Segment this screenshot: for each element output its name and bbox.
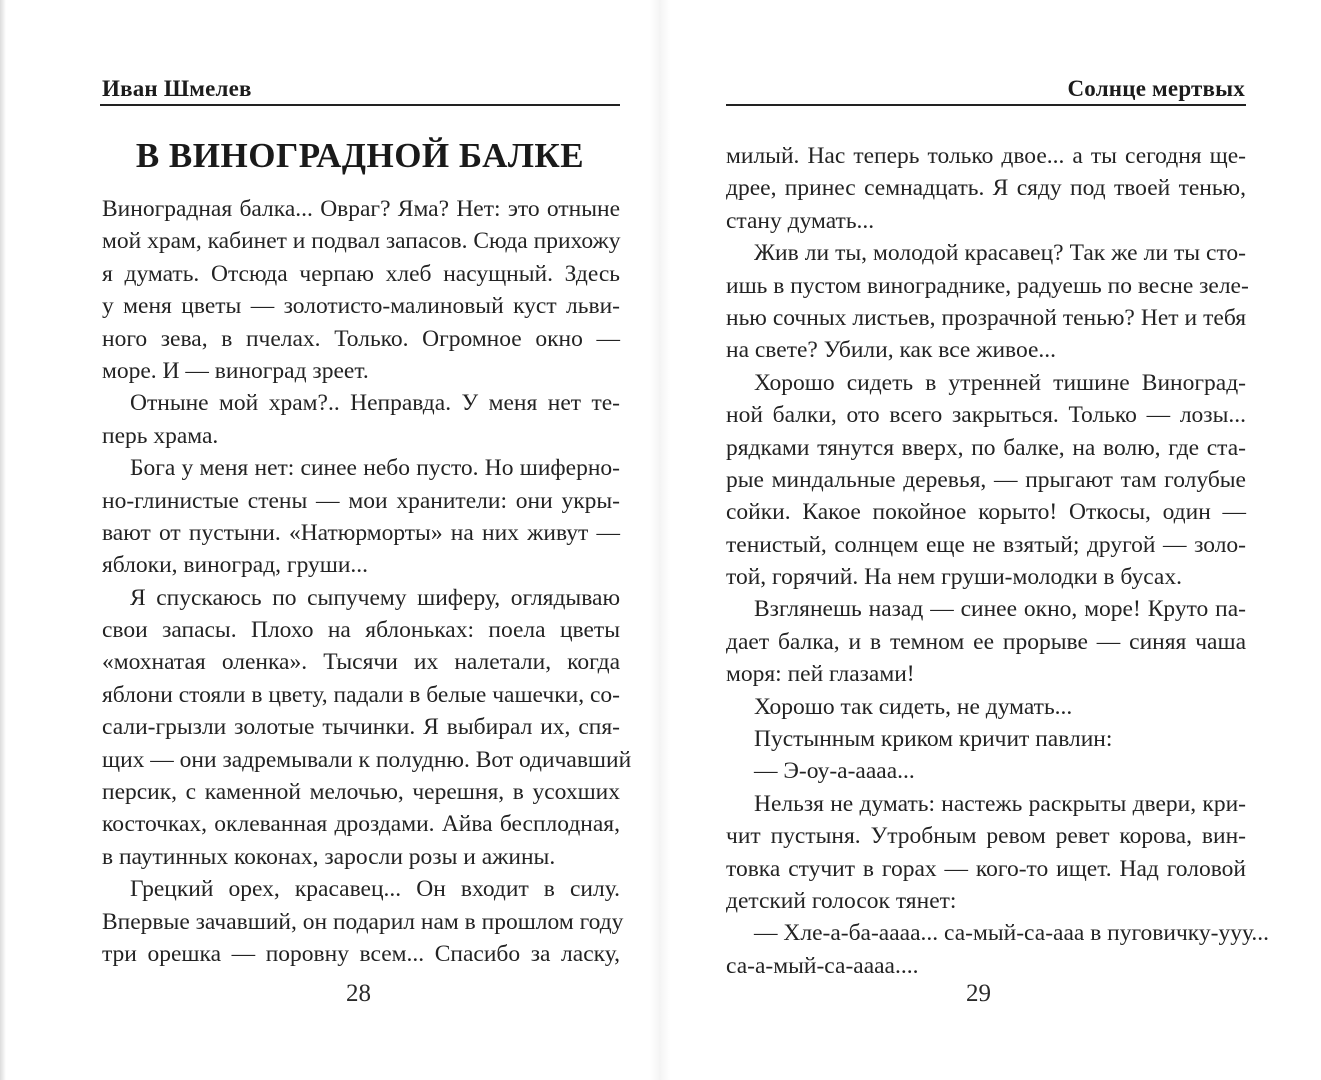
left-page [0,0,660,1080]
header-rule [100,104,620,106]
text-line: яблони стояли в цвету, падали в белые чашечки, со- [102,681,620,708]
text-line: на свете? Убили, как все живое... [726,337,1057,364]
text-line: перь храма. [102,422,219,449]
text-line: косточках, оклеванная дроздами. Айва бесплодная, [102,811,620,838]
text-line: у меня цветы — золотисто-малиновый куст льви- [102,293,620,320]
text-line: рядками тянутся вверх, по балке, на волю, где ста- [726,434,1246,461]
text-line: но-глинистые стены — мои хранители: они укры- [102,487,620,514]
text-line: я думать. Отсюда черпаю хлеб насущный. Здесь [102,260,620,287]
text-line: ишь в пустом винограднике, радуешь по весне зеле- [726,272,1249,299]
right-text-block [726,140,1269,982]
text-line: Виноградная балка... Овраг? Яма? Нет: это отныне [102,196,620,222]
text-line: товка стучит в горах — кого-то ищет. Над головой [726,855,1246,882]
text-line: тенистый, солнцем еще не взятый; другой — золо- [726,531,1246,558]
text-line: три орешка — поровну всем... Спасибо за ласку, [102,940,620,967]
text-line: в паутинных коконах, заросли розы и ажины. [102,843,556,870]
text-line: Впервые зачавший, он подарил нам в прошлом году [102,908,624,935]
text-line: милый. Нас теперь только двое... а ты сегодня ще- [726,143,1246,169]
text-line: Я спускаюсь по сыпучему шиферу, оглядываю [130,584,620,611]
text-line: — Э-оу-а-аааа... [754,758,915,785]
text-line: дает балка, и в темном ее прорыве — синяя чаша [726,628,1246,655]
text-line: сойки. Какое покойное корыто! Откосы, один — [726,499,1246,526]
page-number-left: 28 [346,980,371,1007]
chapter-title: В ВИНОГРАДНОЙ БАЛКЕ [135,136,585,175]
header-rule [726,104,1246,106]
text-line: моря: пей глазами! [726,661,915,688]
text-line: Пустынным криком кричит павлин: [754,726,1113,753]
text-line: той, горячий. На нем груши-молодки в бусах. [726,564,1182,591]
page-number-right: 29 [966,980,991,1007]
text-line: «мохнатая оленка». Тысячи их налетали, когда [102,649,620,676]
text-line: дрее, принес семнадцать. Я сяду под твоей тенью, [726,175,1246,202]
text-line: щих — они задремывали к полудню. Вот одичавший [102,746,632,773]
text-line: ного зева, в пчелах. Только. Огромное окно — [102,325,620,352]
text-line: Бога у меня нет: синее небо пусто. Но шиферно- [130,455,620,482]
text-line: Грецкий орех, красавец... Он входит в силу. [130,876,620,903]
text-line: са-а-мый-са-аааа.... [726,952,919,979]
text-line: рые миндальные деревья, — прыгают там голубые [726,466,1246,493]
text-line: — Хле-а-ба-аааа... са-мый-са-ааа в пуговичку-ууу... [754,920,1269,947]
text-line: свои запасы. Плохо на яблоньках: поела цветы [102,617,620,644]
text-line: яблоки, виноград, груши... [102,552,369,579]
text-line: мой храм, кабинет и подвал запасов. Сюда прихожу [102,228,621,255]
text-line: Хорошо сидеть в утренней тишине Виноград- [754,369,1246,396]
left-text-block [102,193,632,970]
text-line: стану думать... [726,207,875,234]
text-line: море. И — виноград зреет. [102,357,369,384]
right-page [660,0,1321,1080]
text-line: чит пустыня. Утробным ревом ревет корова, вин- [726,823,1246,850]
text-line: Взглянешь назад — синее окно, море! Круто па- [754,596,1246,623]
running-head-title: Солнце мертвых [1067,76,1245,101]
text-line: Нельзя не думать: настежь раскрыты двери, кри- [754,790,1246,817]
text-line: детский голосок тянет: [726,887,957,914]
text-line: Хорошо так сидеть, не думать... [754,693,1073,720]
text-line: Отныне мой храм?.. Неправда. У меня нет те- [130,390,620,417]
text-line: персик, с каменной мелочью, черешня, в усохших [102,779,620,806]
text-line: вают от пустыни. «Натюрморты» на них живут — [102,519,620,546]
running-head-author: Иван Шмелев [102,76,252,101]
text-line: нью сочных листьев, прозрачной тенью? Нет и тебя [726,304,1246,331]
text-line: Жив ли ты, молодой красавец? Так же ли ты сто- [754,240,1246,267]
text-line: ной балки, ото всего закрыться. Только — лозы... [726,402,1246,429]
text-line: сали-грызли золотые тычинки. Я выбирал их, спя- [102,714,620,741]
